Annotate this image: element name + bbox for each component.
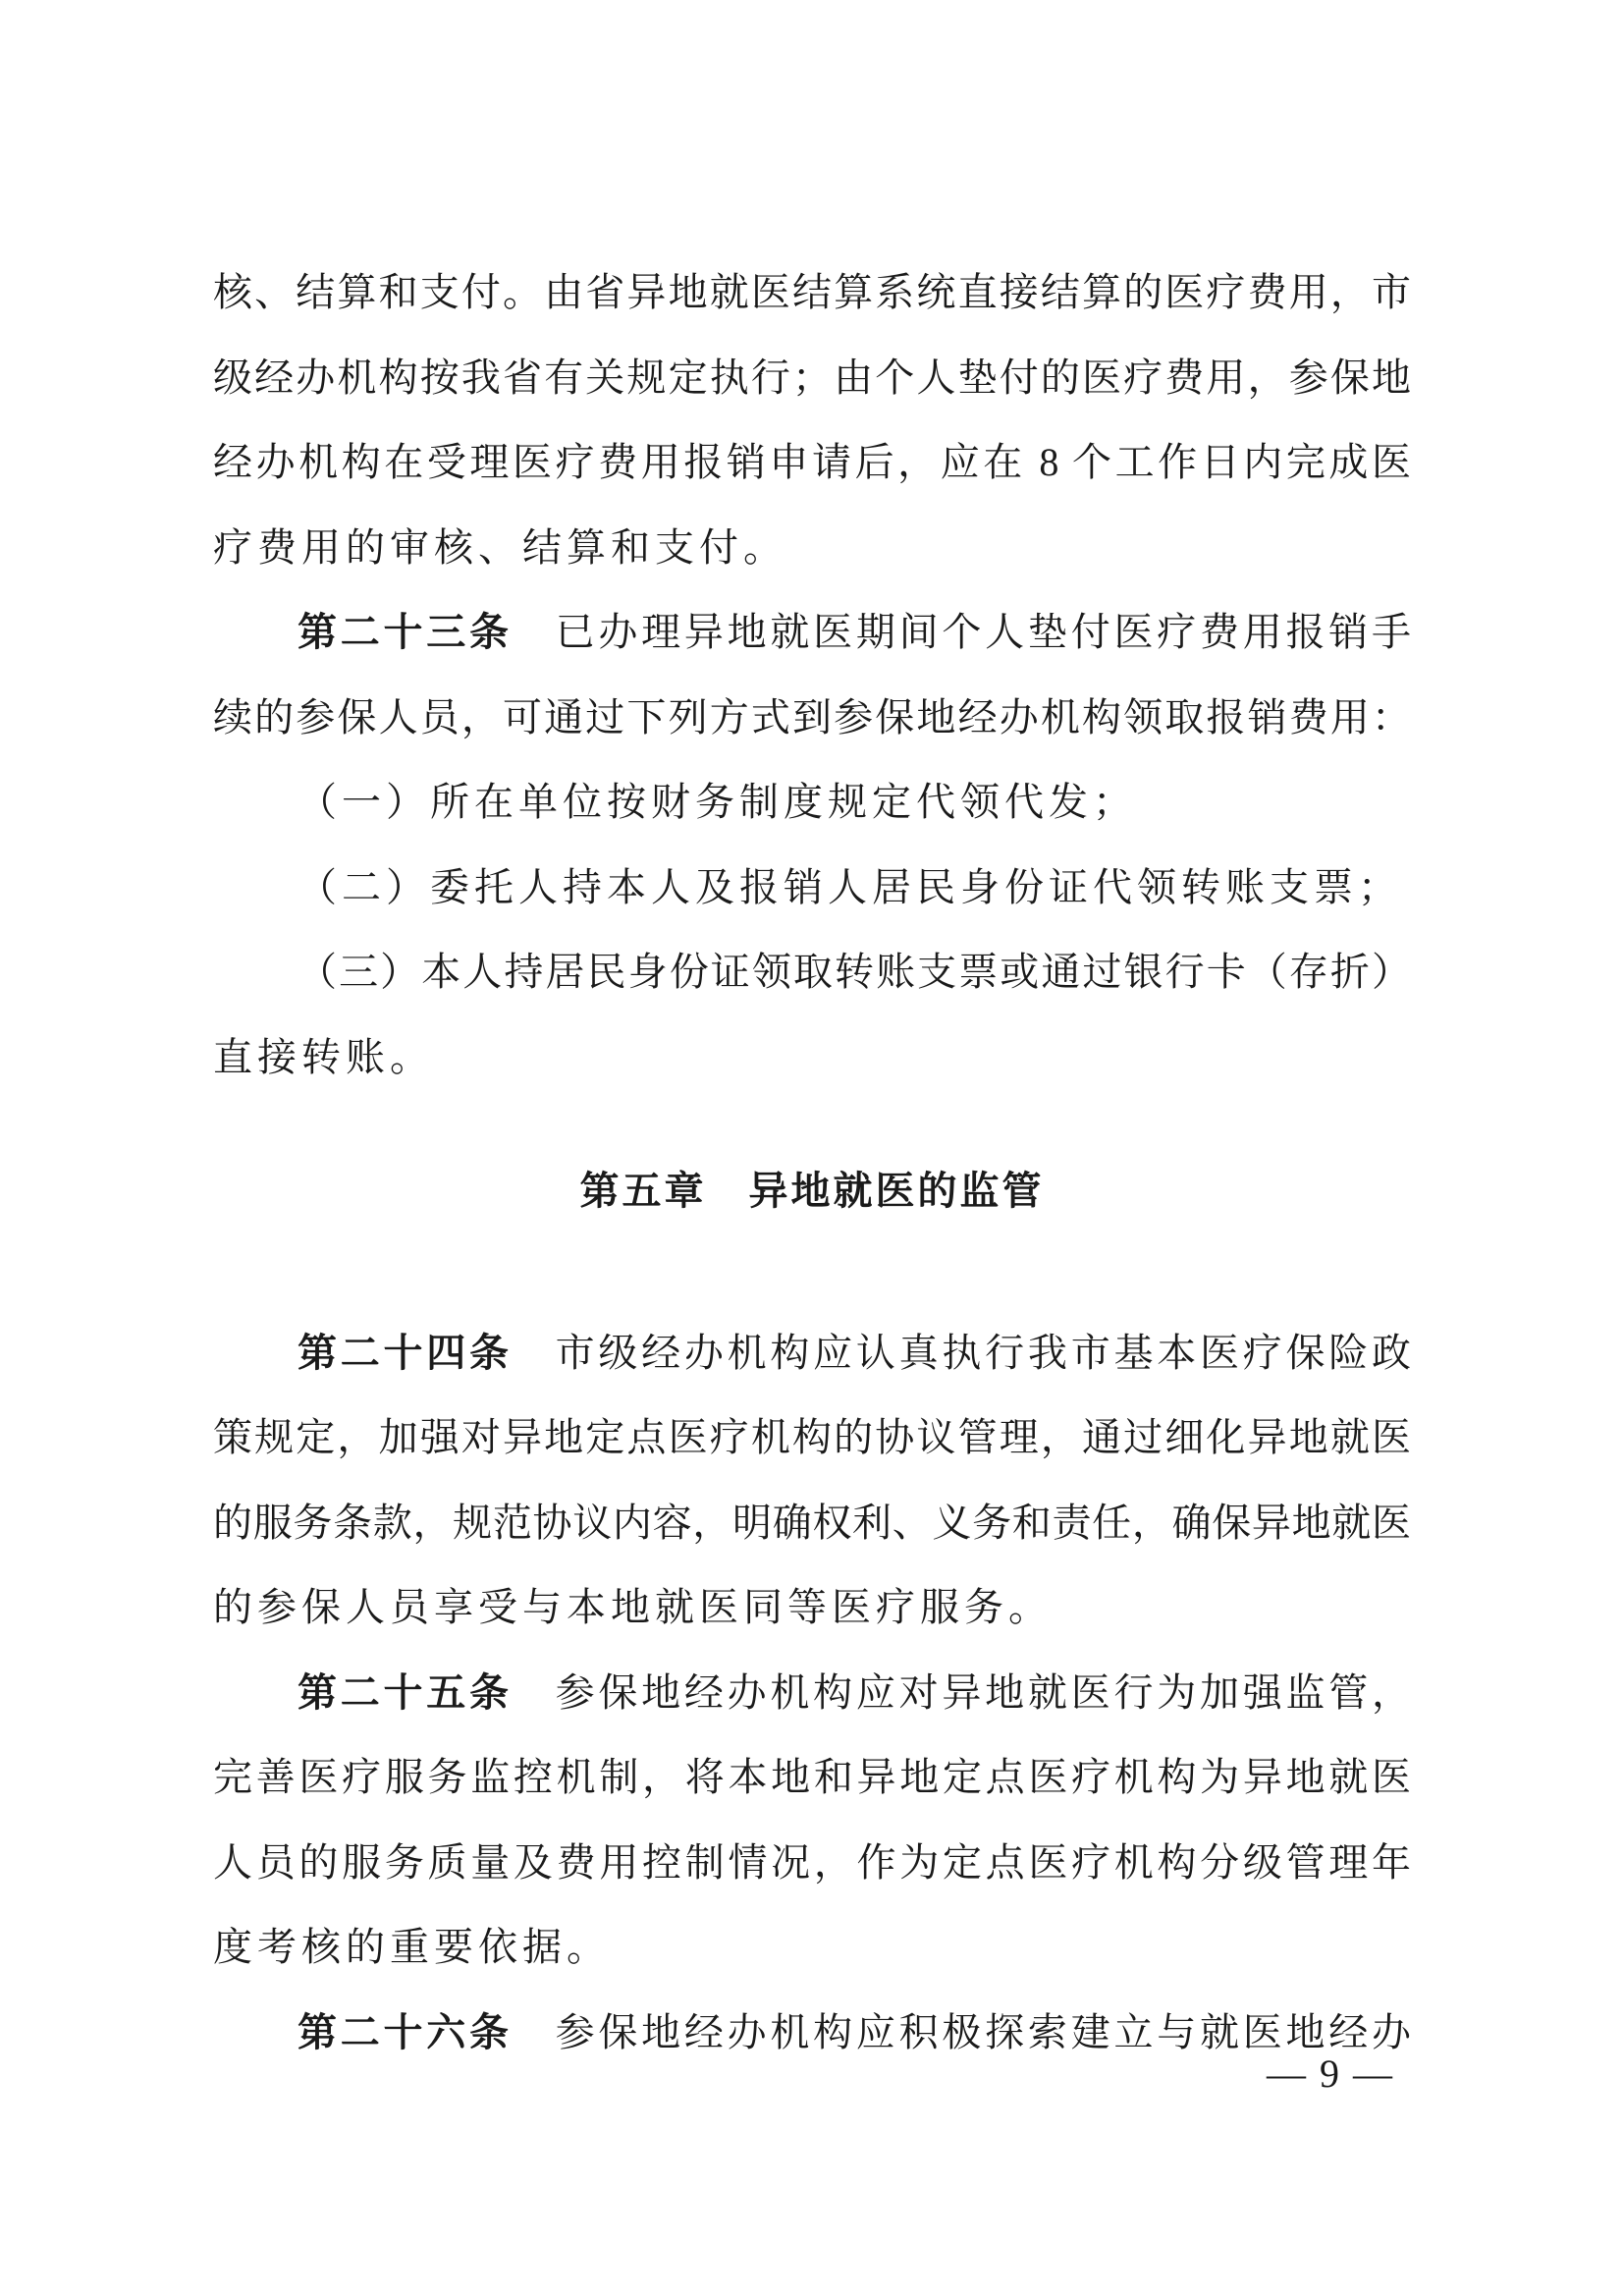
article-24-paragraph: [213, 1311, 1411, 1651]
paragraph-settlement-continuation: [213, 250, 1411, 590]
body-text-segment: 市级经办机构应认真执行我市基本医疗保险政: [512, 1330, 1412, 1375]
text-line: [213, 1015, 1411, 1101]
text-line: [213, 420, 1411, 506]
text-line: [213, 1395, 1411, 1481]
page-number: — 9 —: [1267, 2051, 1394, 2096]
text-line: [213, 930, 1411, 1015]
body-text-segment: 完善医疗服务监控机制，将本地和异地定点医疗机构为异地就医: [213, 1755, 1411, 1799]
body-text-segment: （一）所在单位按财务制度规定代领代发；: [298, 780, 1137, 824]
body-text-segment: 的参保人员享受与本地就医同等医疗服务。: [213, 1585, 1053, 1629]
text-line: [213, 1481, 1411, 1566]
body-text-segment: 策规定，加强对异地定点医疗机构的协议管理，通过细化异地就医: [213, 1415, 1411, 1459]
text-line: [213, 250, 1411, 336]
body-text-segment: 已办理异地就医期间个人垫付医疗费用报销手: [512, 610, 1412, 654]
body-text-segment: 疗费用的审核、结算和支付。: [213, 524, 787, 570]
body-text-segment: 参保地经办机构应对异地就医行为加强监管，: [512, 1669, 1412, 1715]
text-line: [213, 846, 1411, 931]
text-line: [213, 1991, 1411, 2076]
article-23-item-1: [213, 760, 1411, 846]
text-line: [213, 336, 1411, 421]
text-line: [213, 1565, 1411, 1651]
text-line: [213, 1735, 1411, 1821]
text-line: [213, 506, 1411, 591]
body-text-segment: 续的参保人员，可通过下列方式到参保地经办机构领取报销费用：: [213, 694, 1411, 739]
text-line: [213, 1905, 1411, 1991]
body-text-segment: 级经办机构按我省有关规定执行；由个人垫付的医疗费用，参保地: [213, 355, 1411, 400]
chapter-heading-text: 第五章 异地就医的监管: [579, 1170, 1045, 1213]
body-text-segment: 经办机构在受理医疗费用报销申请后，应在 8 个工作日内完成医: [213, 440, 1411, 484]
article-number-label: 第二十四条: [298, 1331, 513, 1375]
body-text-segment: 参保地经办机构应积极探索建立与就医地经办: [512, 2009, 1412, 2054]
chapter-5-heading: [213, 1149, 1411, 1234]
text-line: [213, 676, 1411, 761]
article-23-item-2: [213, 846, 1411, 931]
text-line: [213, 1149, 1411, 1234]
body-text-segment: （三）本人持居民身份证领取转账支票或通过银行卡（存折）: [298, 950, 1411, 994]
text-line: [213, 1821, 1411, 1906]
body-text-segment: 度考核的重要依据。: [213, 1925, 611, 1969]
text-line: [213, 760, 1411, 846]
article-number-label: 第二十三条: [298, 611, 513, 654]
article-26-paragraph: [213, 1991, 1411, 2076]
article-23-paragraph: [213, 590, 1411, 760]
article-number-label: 第二十六条: [298, 2010, 513, 2054]
text-line: [213, 1651, 1411, 1736]
text-line: [213, 1311, 1411, 1396]
body-text-segment: 的服务条款，规范协议内容，明确权利、义务和责任，确保异地就医: [213, 1500, 1411, 1545]
article-number-label: 第二十五条: [298, 1670, 513, 1715]
body-text-segment: 人员的服务质量及费用控制情况，作为定点医疗机构分级管理年: [213, 1839, 1411, 1885]
body-text-segment: 核、结算和支付。由省异地就医结算系统直接结算的医疗费用，市: [213, 270, 1411, 314]
article-25-paragraph: [213, 1651, 1411, 1991]
text-line: [213, 590, 1411, 676]
body-text-segment: （二）委托人持本人及报销人居民身份证代领转账支票；: [298, 864, 1402, 909]
article-23-item-3: [213, 930, 1411, 1100]
body-text-segment: 直接转账。: [213, 1034, 434, 1079]
